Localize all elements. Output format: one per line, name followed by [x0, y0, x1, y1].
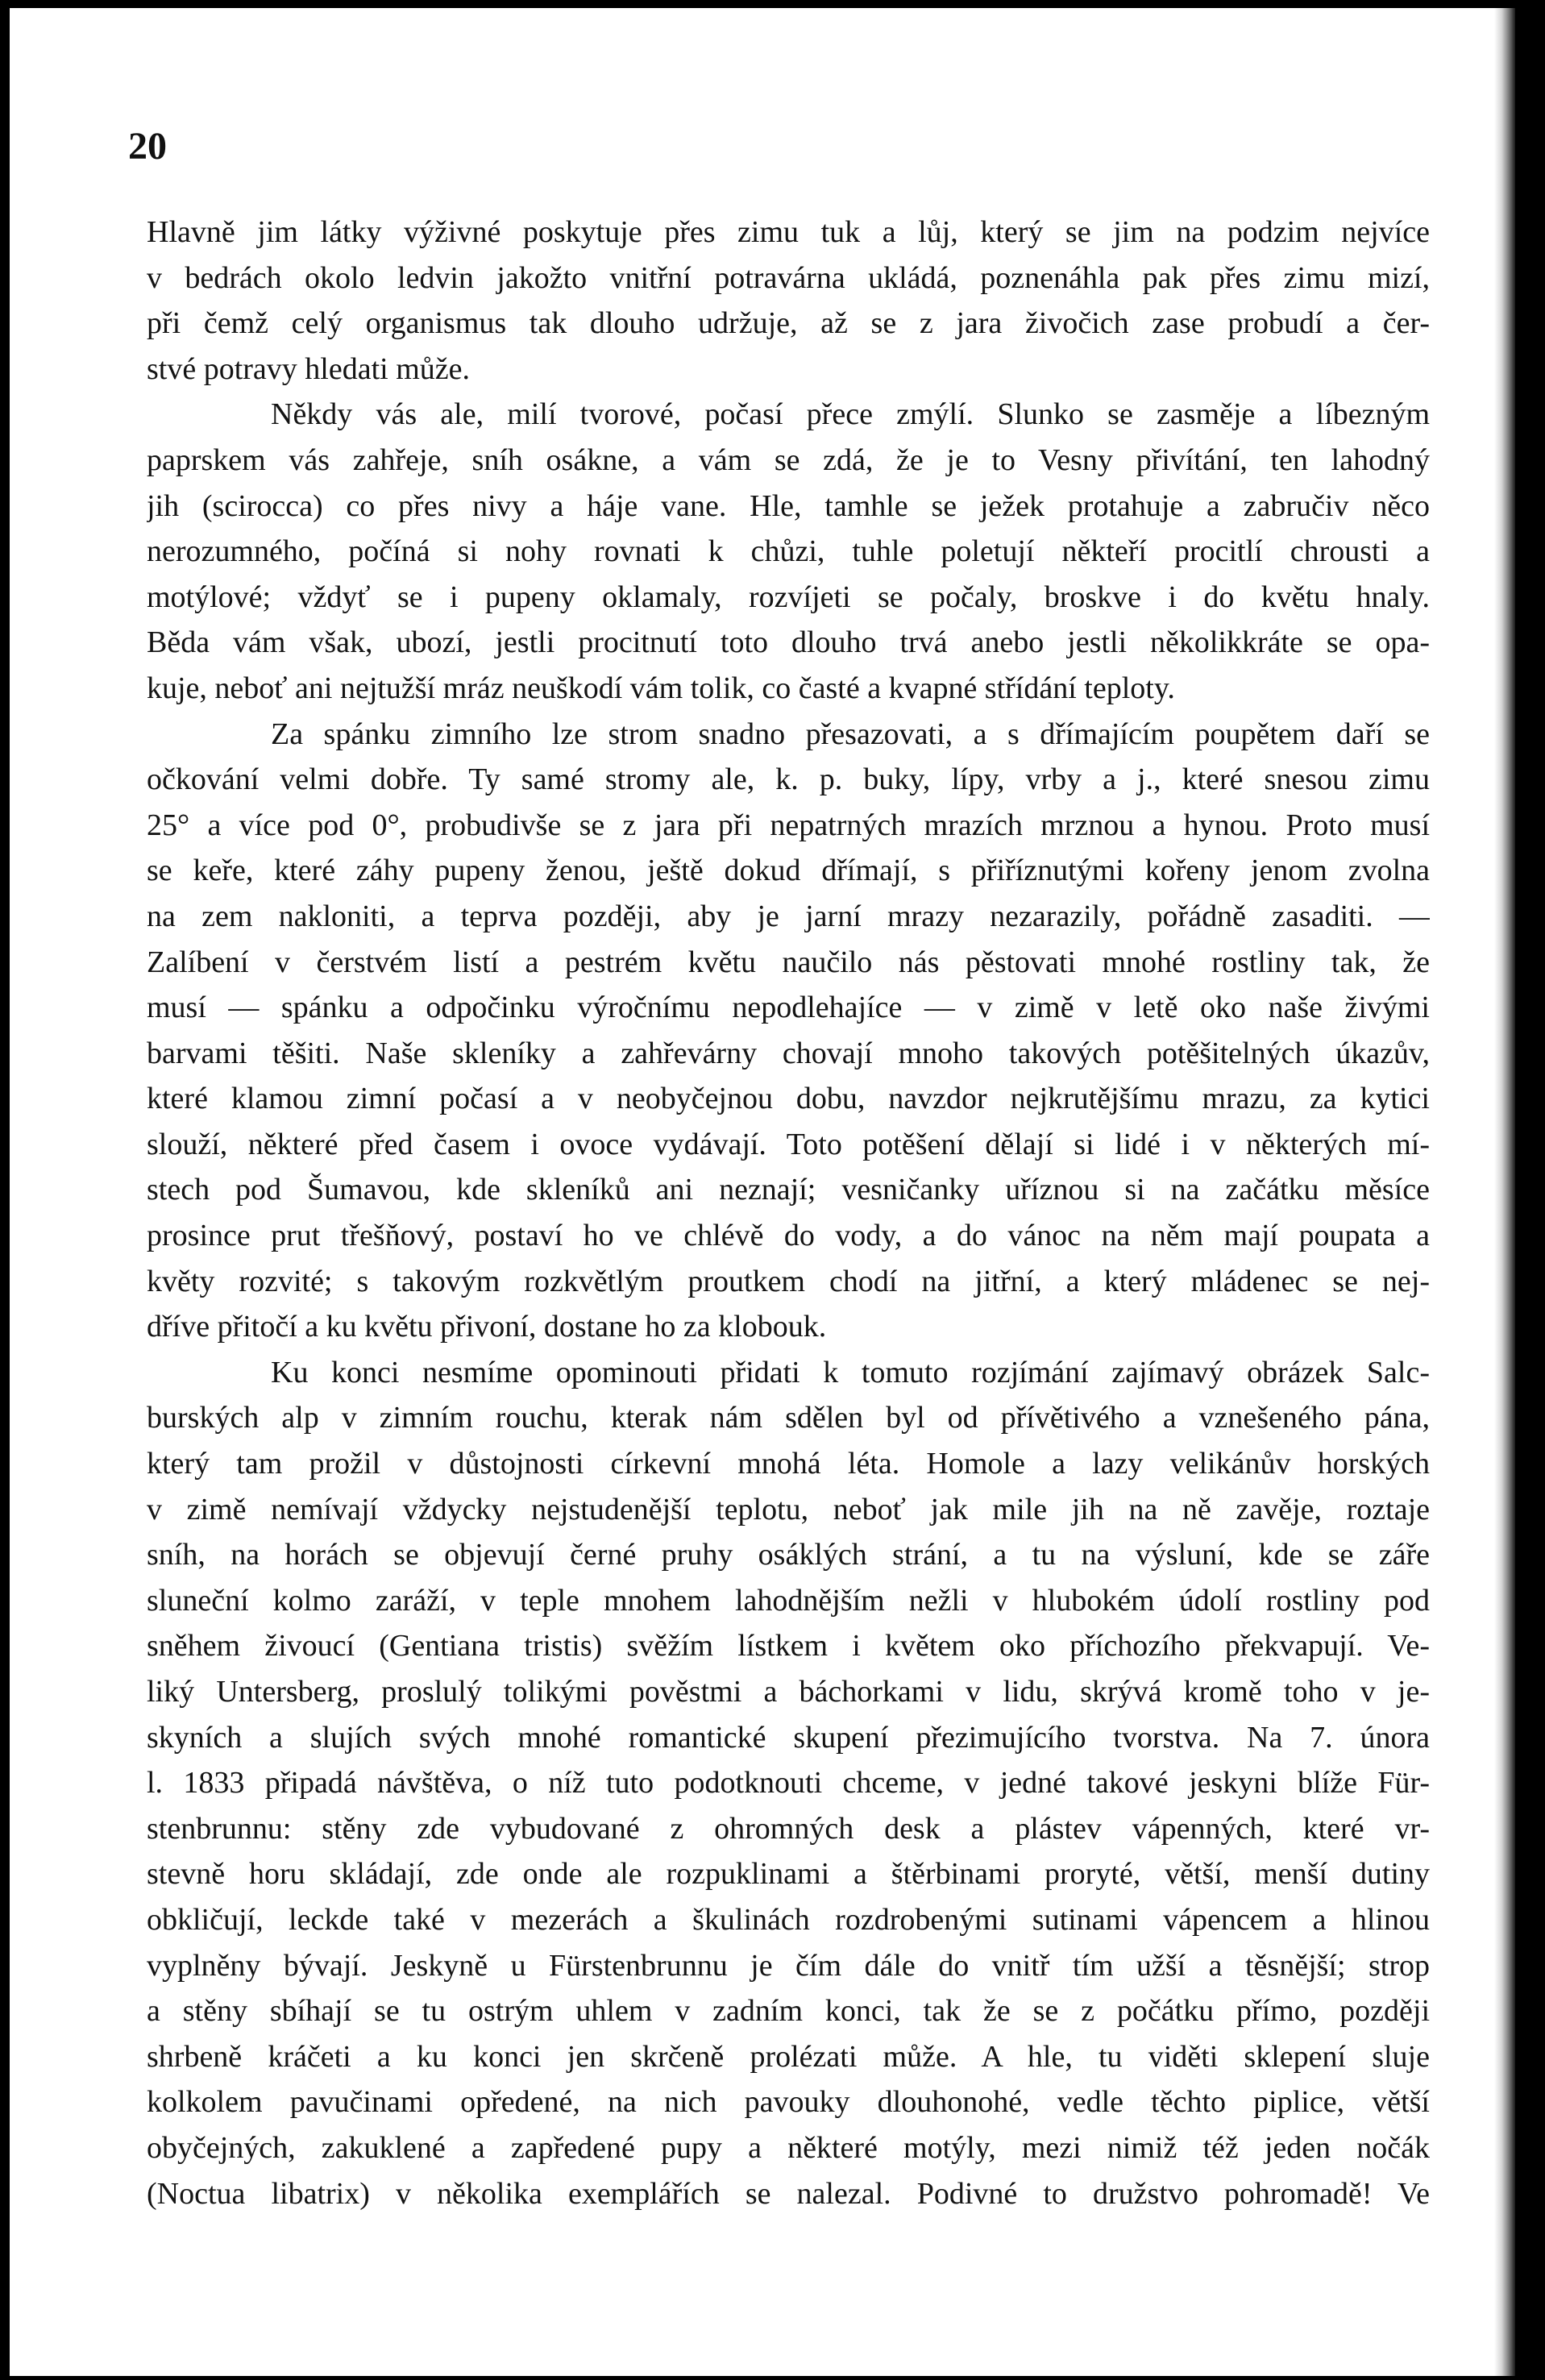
- text-line: skyních a slujích svých mnohé romantické skupení přezimujícího tvorstva. Na 7. února: [147, 1720, 1430, 1755]
- text-line: barvami těšiti. Naše skleníky a zahřevárny chovají mnoho takových potěšitelných úkazův,: [147, 1036, 1430, 1070]
- text-line: stenbrunnu: stěny zde vybudované z ohromných desk a plástev vápenných, které vr-: [147, 1811, 1430, 1846]
- text-line: Běda vám však, ubozí, jestli procitnutí toto dlouho trvá anebo jestli několikkráte se opa-: [147, 625, 1430, 660]
- text-line: v zimě nemívají vždycky nejstudenější teplotu, neboť jak mile jih na ně zavěje, roztaje: [147, 1492, 1430, 1526]
- text-line: dříve přitočí a ku květu přivoní, dostane ho za klobouk.: [147, 1310, 827, 1344]
- text-line: Ku konci nesmíme opominouti přidati k tomuto rozjímání zajímavý obrázek Salc-: [271, 1355, 1430, 1389]
- text-line: a stěny sbíhají se tu ostrým uhlem v zadním konci, tak že se z počátku přímo, později: [147, 1994, 1430, 2029]
- text-line: kuje, neboť ani nejtužší mráz neuškodí vám tolik, co časté a kvapné střídání teploty.: [147, 671, 1175, 705]
- paragraph: [147, 712, 1430, 1350]
- text-line: prosince prut třešňový, postaví ho ve chlévě do vody, a do vánoc na něm mají poupata a: [147, 1219, 1430, 1253]
- text-line: l. 1833 připadá návštěva, o níž tuto podotknouti chceme, v jedné takové jeskyni blíže Für-: [147, 1766, 1430, 1801]
- text-line: obkličují, leckde také v mezerách a škulinách rozdrobenými sutinami vápencem a hlinou: [147, 1902, 1430, 1937]
- paragraph: [147, 210, 1430, 392]
- text-line: kolkolem pavučinami opředené, na nich pavouky dlouhonohé, vedle těchto piplice, větší: [147, 2085, 1430, 2120]
- text-line: stech pod Šumavou, kde skleníků ani neznají; vesničanky uříznou si na začátku měsíce: [147, 1173, 1430, 1207]
- text-line: musí — spánku a odpočinku výročnímu nepodlehajíce — v zimě v letě oko naše živými: [147, 991, 1430, 1025]
- text-line: liký Untersberg, proslulý tolikými pověstmi a báchorkami v lidu, skrývá kromě toho v je-: [147, 1675, 1430, 1709]
- page-spine-shadow: [1494, 8, 1515, 2376]
- text-line: shrbeně kráčeti a ku konci jen skrčeně prolézati může. A hle, tu viděti sklepení sluje: [147, 2039, 1430, 2074]
- book-page: [10, 8, 1515, 2376]
- text-line: sluneční kolmo zaráží, v teple mnohem lahodnějším nežli v hlubokém údolí rostliny pod: [147, 1583, 1430, 1618]
- text-line: slouží, některé před časem i ovoce vydávají. Toto potěšení dělají si lidé i v některých mí-: [147, 1127, 1430, 1161]
- text-line: Někdy vás ale, milí tvorové, počasí přece zmýlí. Slunko se zasměje a líbezným: [271, 397, 1430, 432]
- page-number: 20: [128, 125, 167, 168]
- text-line: sněhem živoucí (Gentiana tristis) svěžím lístkem i květem oko příchozího překvapují. Ve-: [147, 1629, 1430, 1664]
- text-line: Za spánku zimního lze strom snadno přesazovati, a s dřímajícím poupětem daří se: [271, 716, 1430, 751]
- text-line: při čemž celý organismus tak dlouho udržuje, až se z jara živočich zase probudí a čer-: [147, 306, 1430, 341]
- text-line: stevně horu skládají, zde onde ale rozpuklinami a štěrbinami proryté, větší, menší dutiny: [147, 1857, 1430, 1892]
- text-line: obyčejných, zakuklené a zapředené pupy a některé motýly, mezi nimiž též jeden nočák: [147, 2130, 1430, 2165]
- text-line: nerozumného, počíná si nohy rovnati k chůzi, tuhle poletují někteří procitlí chrousti a: [147, 534, 1430, 569]
- text-line: jih (scirocca) co přes nivy a háje vane. Hle, tamhle se ježek protahuje a zabručiv něco: [147, 488, 1430, 523]
- text-line: stvé potravy hledati může.: [147, 351, 470, 386]
- text-line: vyplněny bývají. Jeskyně u Fürstenbrunnu je čím dále do vnitř tím užší a těsnější; strop: [147, 1948, 1430, 1983]
- text-line: na zem nakloniti, a teprva později, aby je jarní mrazy nezarazily, pořádně zasaditi. —: [147, 899, 1430, 933]
- text-line: motýlové; vždyť se i pupeny oklamaly, rozvíjeti se počaly, broskve i do květu hnaly.: [147, 579, 1430, 614]
- text-line: paprskem vás zahřeje, sníh osákne, a vám se zdá, že je to Vesny přivítání, ten lahodný: [147, 442, 1430, 477]
- text-line: (Noctua libatrix) v několika exemplářích se nalezal. Podivné to družstvo pohromadě! Ve: [147, 2176, 1430, 2211]
- text-line: v bedrách okolo ledvin jakožto vnitřní potravárna ukládá, poznenáhla pak přes zimu mizí,: [147, 260, 1430, 295]
- text-line: 25° a více pod 0°, probudivše se z jara při nepatrných mrazích mrznou a hynou. Proto musí: [147, 808, 1430, 842]
- text-line: sníh, na horách se objevují černé pruhy osáklých strání, a tu na výsluní, kde se záře: [147, 1538, 1430, 1572]
- text-line: které klamou zimní počasí a v neobyčejnou dobu, navzdor nejkrutějšímu mrazu, za kytici: [147, 1082, 1430, 1116]
- text-line: květy rozvité; s takovým rozkvětlým proutkem chodí na jitřní, a který mládenec se nej-: [147, 1264, 1430, 1298]
- paragraph: [147, 392, 1430, 711]
- text-line: burských alp v zimním rouchu, kterak nám sdělen byl od přívětivého a vznešeného pána,: [147, 1401, 1430, 1435]
- paragraph: [147, 1350, 1430, 2216]
- text-line: Hlavně jim látky výživné poskytuje přes zimu tuk a lůj, který se jim na podzim nejvíce: [147, 215, 1430, 249]
- body-text: [147, 210, 1430, 2216]
- text-line: očkování velmi dobře. Ty samé stromy ale, k. p. buky, lípy, vrby a j., které snesou zimu: [147, 762, 1430, 797]
- text-line: který tam prožil v důstojnosti církevní mnohá léta. Homole a lazy velikánův horských: [147, 1447, 1430, 1481]
- text-line: se keře, které záhy pupeny ženou, ještě dokud dřímají, s přiříznutými kořeny jenom zvolna: [147, 854, 1430, 888]
- text-line: Zalíbení v čerstvém listí a pestrém květu naučilo nás pěstovati mnohé rostliny tak, že: [147, 945, 1430, 979]
